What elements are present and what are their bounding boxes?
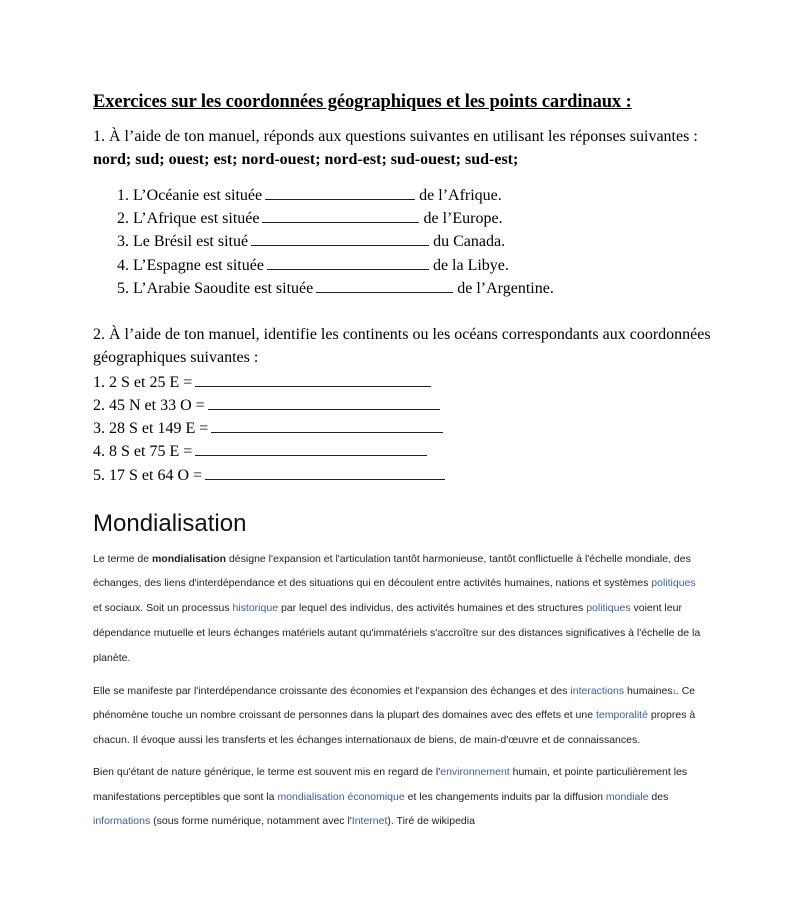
article-p3-line3 bbox=[93, 815, 475, 827]
q2-item bbox=[93, 466, 449, 485]
q2-item-label: 3. 28 S et 149 E = bbox=[93, 420, 209, 437]
text: et les changements induits par la diffusion bbox=[404, 791, 606, 803]
answer-blank[interactable] bbox=[316, 279, 453, 293]
q2-intro-line2: géographiques suivantes : bbox=[93, 349, 259, 366]
article-p2-line3: chacun. Il évoque aussi les transferts et les échanges internationaux de biens, de main-d'œuvre et de connaissances. bbox=[93, 734, 641, 746]
q2-item-label: 2. 45 N et 33 O = bbox=[93, 397, 205, 414]
q2-item bbox=[93, 442, 431, 461]
q1-item bbox=[117, 279, 554, 298]
text: humaines bbox=[624, 685, 673, 697]
q1-intro: 1. À l’aide de ton manuel, réponds aux questions suivantes en utilisant les réponses suivantes : bbox=[93, 128, 698, 145]
link-historique[interactable]: historique bbox=[232, 602, 279, 614]
q1-options: nord; sud; ouest; est; nord-ouest; nord-est; sud-ouest; sud-est; bbox=[93, 151, 519, 168]
link-politiques[interactable]: politiques bbox=[651, 577, 696, 589]
q1-item-prefix: 4. L’Espagne est située bbox=[117, 257, 264, 274]
link-temporalite[interactable]: temporalité bbox=[595, 709, 648, 721]
text: Bien qu'étant de nature générique, le terme est souvent mis en regard de l' bbox=[93, 766, 441, 778]
answer-blank[interactable] bbox=[267, 256, 429, 270]
exercise-title: Exercices sur les coordonnées géographiques et les points cardinaux : bbox=[93, 92, 632, 112]
q1-item-prefix: 3. Le Brésil est situé bbox=[117, 233, 249, 250]
q2-item bbox=[93, 396, 444, 415]
q1-item-suffix: du Canada. bbox=[433, 233, 506, 250]
text: (sous forme numérique, notamment avec l' bbox=[150, 815, 352, 827]
text: humain, et pointe particulièrement les bbox=[509, 766, 688, 778]
text: voient leur bbox=[630, 602, 682, 614]
text: par lequel des individus, des activités humaines et des structures bbox=[278, 602, 587, 614]
q1-item bbox=[117, 186, 502, 205]
answer-blank[interactable] bbox=[211, 419, 443, 433]
link-politiques[interactable]: politiques bbox=[586, 602, 631, 614]
text: Le terme de bbox=[93, 553, 152, 565]
q1-item-suffix: de la Libye. bbox=[432, 257, 509, 274]
article-p1-line2 bbox=[93, 577, 696, 589]
q1-item-suffix: de l’Afrique. bbox=[419, 187, 502, 204]
reference-marker[interactable]: 1 bbox=[672, 690, 676, 696]
article-p2-line1 bbox=[93, 685, 695, 697]
text: propres à bbox=[647, 709, 696, 721]
q1-item bbox=[117, 256, 509, 275]
answer-blank[interactable] bbox=[251, 232, 429, 246]
q1-item-suffix: de l’Argentine. bbox=[457, 280, 554, 297]
q1-item-prefix: 1. L’Océanie est située bbox=[117, 187, 263, 204]
article-p1-line3 bbox=[93, 602, 682, 614]
answer-blank[interactable] bbox=[205, 466, 445, 480]
bold-term: mondialisation bbox=[151, 553, 227, 565]
q2-item-label: 4. 8 S et 75 E = bbox=[93, 443, 193, 460]
link-informations[interactable]: informations bbox=[93, 815, 151, 827]
text: échanges, des liens d'interdépendance et des situations qui en découlent entre activités humaines, nations et systèmes bbox=[93, 577, 652, 589]
q1-item-suffix: de l’Europe. bbox=[423, 210, 503, 227]
text: et sociaux. Soit un processus bbox=[93, 602, 233, 614]
article-p2-line2 bbox=[93, 709, 695, 721]
q2-item-label: 5. 17 S et 64 O = bbox=[93, 467, 203, 484]
link-mondiale[interactable]: mondiale bbox=[605, 791, 649, 803]
text: désigne l'expansion et l'articulation tantôt harmonieuse, tantôt conflictuelle à l'échelle mondiale, des bbox=[226, 553, 691, 565]
link-mondialisation-economique[interactable]: mondialisation économique bbox=[277, 791, 405, 803]
article-p1-line1 bbox=[93, 553, 691, 565]
q2-intro-line1: 2. À l’aide de ton manuel, identifie les continents ou les océans correspondants aux coordonnées bbox=[93, 326, 711, 343]
text: . Ce bbox=[675, 685, 696, 697]
answer-blank[interactable] bbox=[195, 442, 427, 456]
answer-blank[interactable] bbox=[208, 396, 440, 410]
link-internet[interactable]: Internet bbox=[351, 815, 388, 827]
text: Elle se manifeste par l'interdépendance croissante des économies et l'expansion des échanges et des bbox=[93, 685, 571, 697]
article-p1-line5: planète. bbox=[93, 652, 131, 664]
q2-item bbox=[93, 373, 435, 392]
q1-item-prefix: 5. L’Arabie Saoudite est située bbox=[117, 280, 314, 297]
q2-item bbox=[93, 419, 447, 438]
text: ). Tiré de wikipedia bbox=[387, 815, 475, 827]
answer-blank[interactable] bbox=[265, 186, 415, 200]
q1-item bbox=[117, 209, 503, 228]
q1-item bbox=[117, 232, 505, 251]
text: phénomène touche un nombre croissant de personnes dans la plupart des domaines avec des effets et une bbox=[93, 709, 596, 721]
link-environnement[interactable]: environnement bbox=[440, 766, 510, 778]
q1-item-prefix: 2. L’Afrique est située bbox=[117, 210, 260, 227]
article-p3-line1 bbox=[93, 766, 687, 778]
answer-blank[interactable] bbox=[195, 373, 431, 387]
text: des bbox=[648, 791, 669, 803]
text: manifestations perceptibles que sont la bbox=[93, 791, 278, 803]
q2-item-label: 1. 2 S et 25 E = bbox=[93, 374, 193, 391]
article-p3-line2 bbox=[93, 791, 668, 803]
answer-blank[interactable] bbox=[262, 209, 419, 223]
article-p1-line4: dépendance mutuelle et leurs échanges matériels autant qu'immatériels s'accroître sur des distances significatives à l'échelle de la bbox=[93, 627, 701, 639]
link-interactions[interactable]: interactions bbox=[570, 685, 625, 697]
article-heading: Mondialisation bbox=[93, 510, 247, 537]
